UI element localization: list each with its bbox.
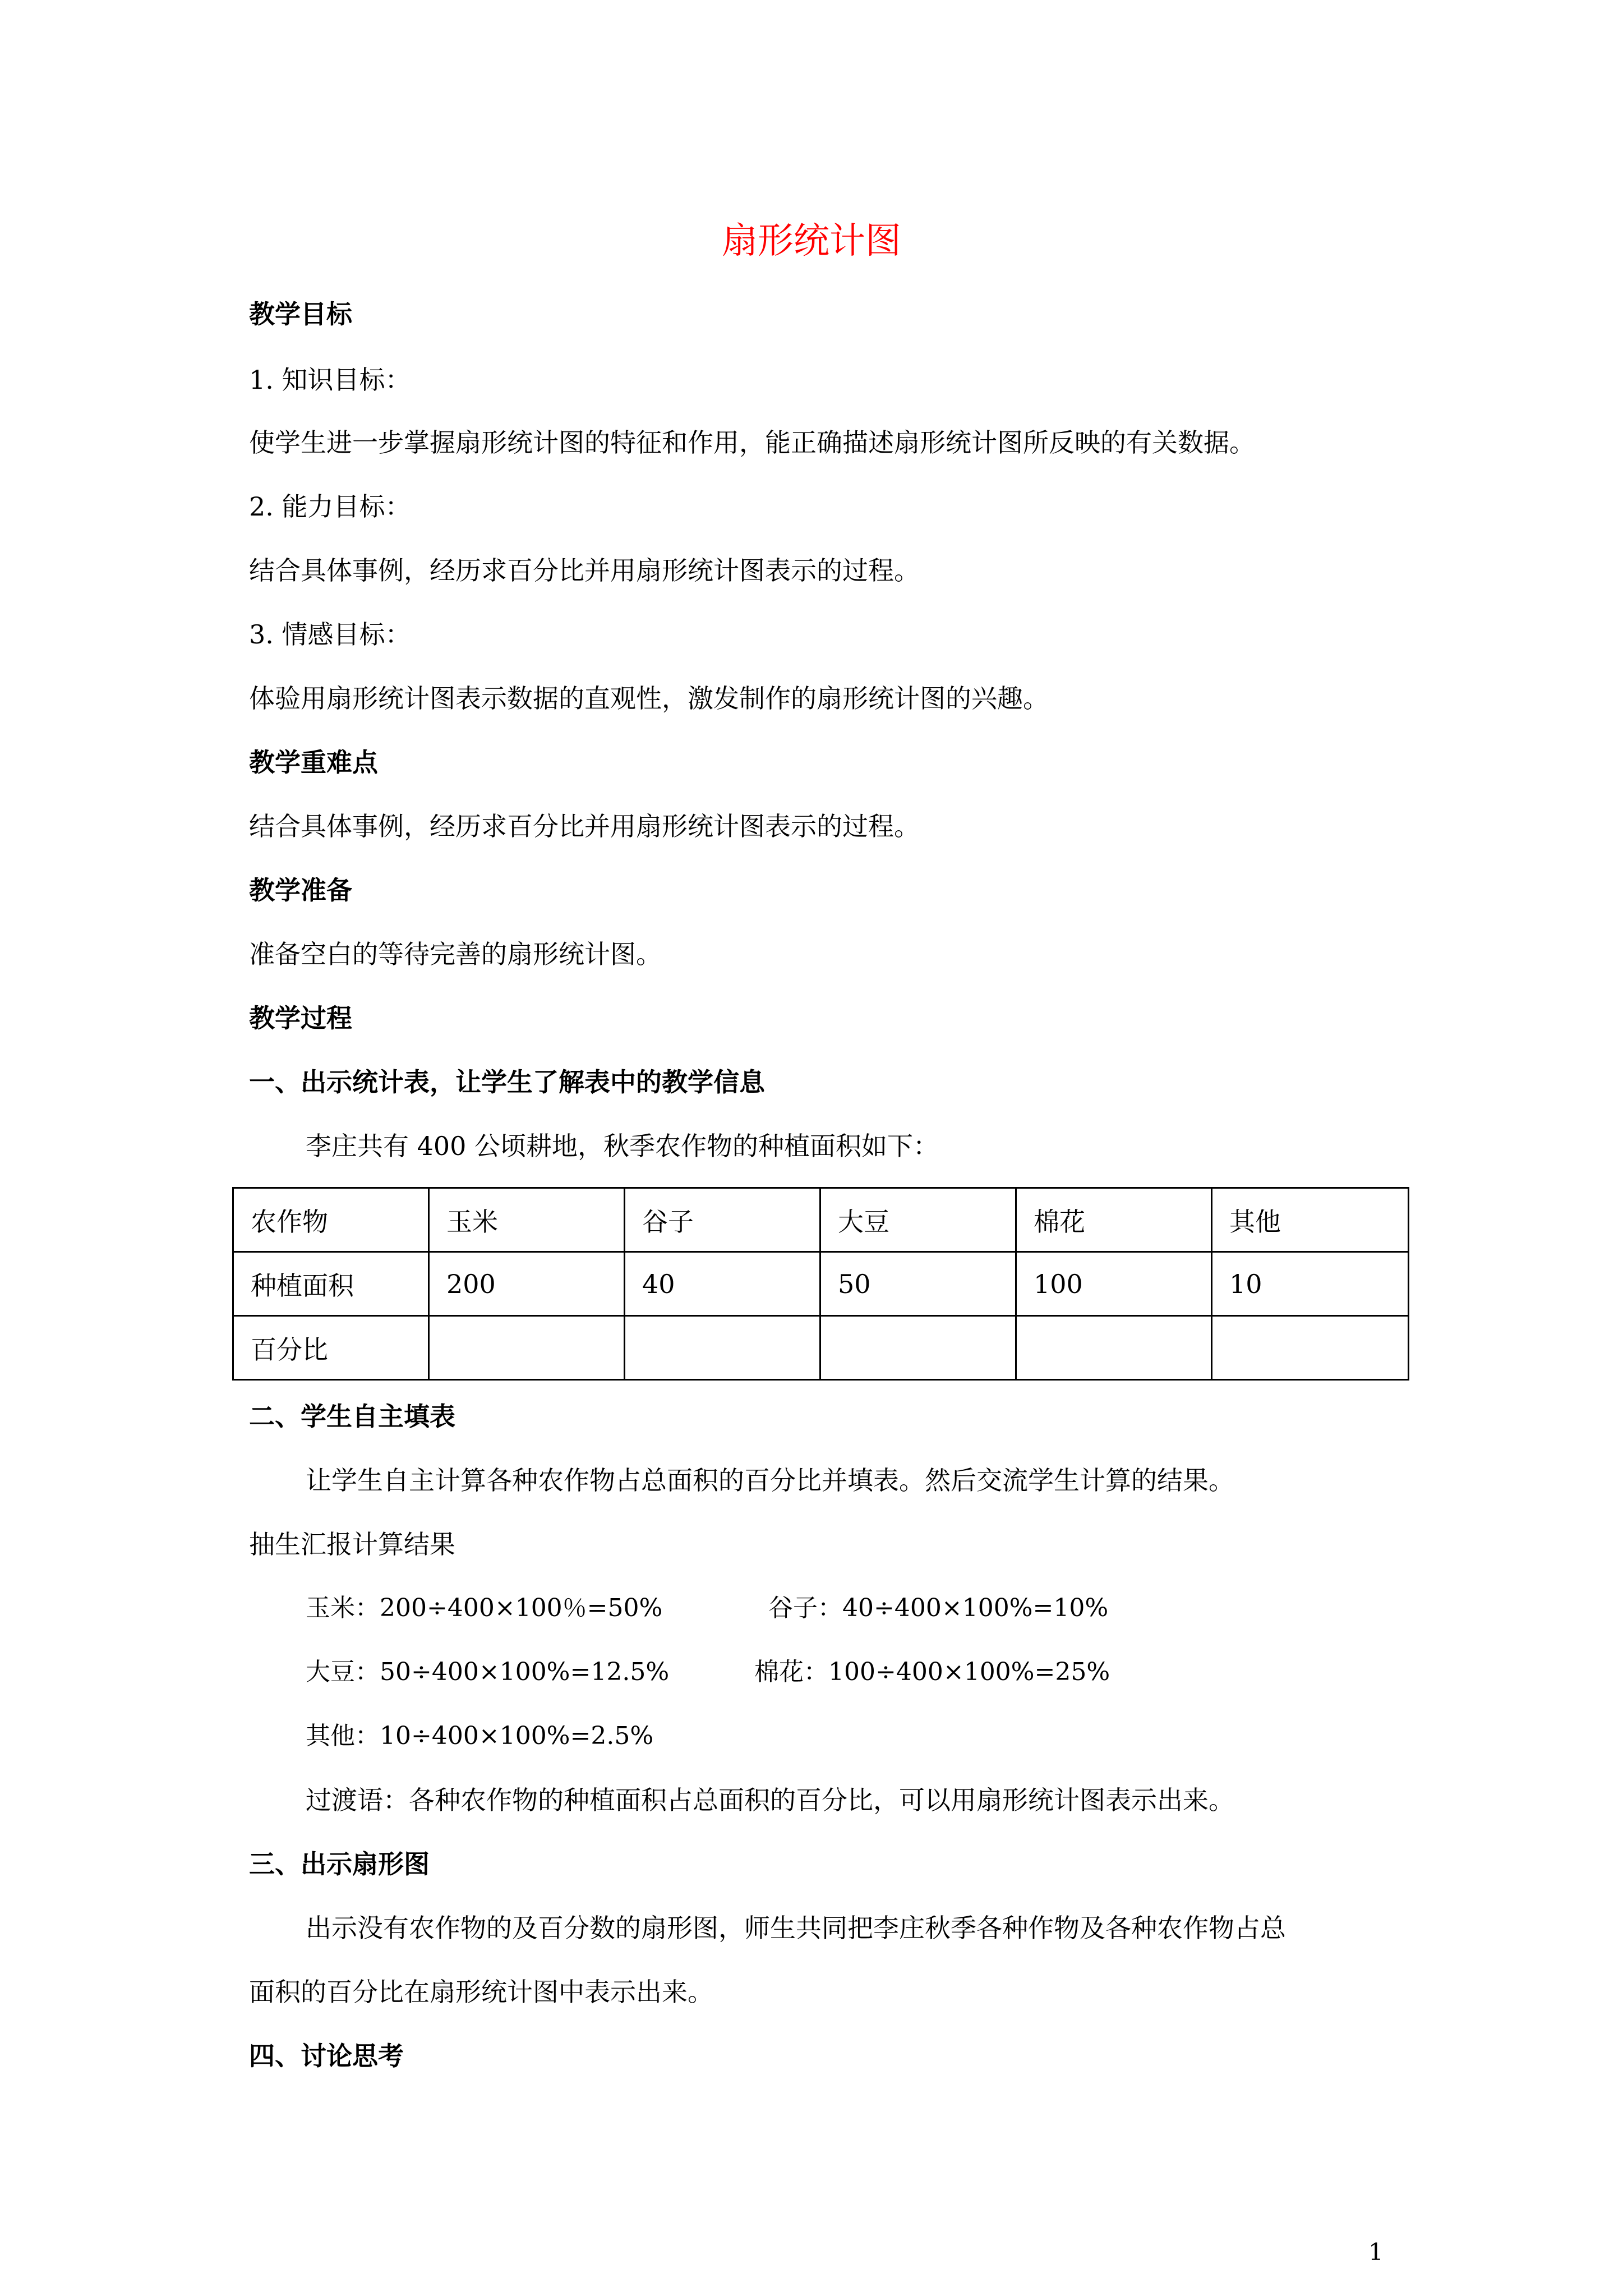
calc-other: 其他：10÷400×100%=2.5% bbox=[306, 1722, 654, 1750]
step-3-text-line-1: 出示没有农作物的及百分数的扇形图，师生共同把李庄秋季各种作物及各种农作物占总 bbox=[306, 1913, 1286, 1943]
table-cell bbox=[820, 1316, 1016, 1380]
step-3-heading: 三、出示扇形图 bbox=[249, 1849, 430, 1879]
preparation-heading: 教学准备 bbox=[249, 875, 352, 905]
table-cell: 100 bbox=[1016, 1252, 1212, 1316]
table-cell bbox=[1212, 1316, 1409, 1380]
objective-1-text: 使学生进一步掌握扇形统计图的特征和作用，能正确描述扇形统计图所反映的有关数据。 bbox=[249, 427, 1255, 458]
table-cell: 棉花 bbox=[1016, 1188, 1212, 1252]
objective-3-text: 体验用扇形统计图表示数据的直观性，激发制作的扇形统计图的兴趣。 bbox=[249, 683, 1049, 714]
calc-cotton: 棉花：100÷400×100%=25% bbox=[754, 1658, 1110, 1686]
calc-corn: 玉米：200÷400×100％=50% bbox=[306, 1594, 663, 1622]
step-2-report: 抽生汇报计算结果 bbox=[249, 1529, 455, 1559]
key-points-text: 结合具体事例，经历求百分比并用扇形统计图表示的过程。 bbox=[249, 811, 920, 841]
table-row bbox=[233, 1252, 1409, 1316]
table-row bbox=[233, 1188, 1409, 1252]
table-cell: 40 bbox=[625, 1252, 820, 1316]
table-cell: 10 bbox=[1212, 1252, 1409, 1316]
objective-2-label: 2. 能力目标： bbox=[249, 491, 411, 522]
page-title: 扇形统计图 bbox=[722, 220, 901, 262]
table-row bbox=[233, 1316, 1409, 1380]
table-cell: 农作物 bbox=[233, 1188, 429, 1252]
table-cell: 200 bbox=[429, 1252, 625, 1316]
step-1-heading: 一、出示统计表，让学生了解表中的教学信息 bbox=[249, 1067, 765, 1097]
table-cell bbox=[429, 1316, 625, 1380]
step-4-heading: 四、讨论思考 bbox=[249, 2041, 404, 2071]
preparation-text: 准备空白的等待完善的扇形统计图。 bbox=[249, 939, 662, 969]
calc-soybean: 大豆：50÷400×100%=12.5% bbox=[306, 1658, 670, 1686]
key-points-heading: 教学重难点 bbox=[249, 747, 378, 777]
calc-millet: 谷子：40÷400×100%=10% bbox=[768, 1594, 1109, 1622]
step-2-text: 让学生自主计算各种农作物占总面积的百分比并填表。然后交流学生计算的结果。 bbox=[306, 1465, 1234, 1496]
step-3-text-line-2: 面积的百分比在扇形统计图中表示出来。 bbox=[249, 1977, 713, 2007]
objective-1-label: 1. 知识目标： bbox=[249, 365, 411, 395]
transition-text: 过渡语：各种农作物的种植面积占总面积的百分比，可以用扇形统计图表示出来。 bbox=[306, 1785, 1234, 1815]
objective-2-text: 结合具体事例，经历求百分比并用扇形统计图表示的过程。 bbox=[249, 555, 920, 586]
objective-3-label: 3. 情感目标： bbox=[249, 619, 411, 650]
step-2-heading: 二、学生自主填表 bbox=[249, 1401, 455, 1432]
page-number: 1 bbox=[1368, 2238, 1384, 2266]
objectives-heading: 教学目标 bbox=[249, 299, 352, 329]
table-cell: 大豆 bbox=[820, 1188, 1016, 1252]
table-cell: 其他 bbox=[1212, 1188, 1409, 1252]
table-cell: 百分比 bbox=[233, 1316, 429, 1380]
crop-area-table bbox=[232, 1187, 1409, 1381]
table-cell: 谷子 bbox=[625, 1188, 820, 1252]
step-1-text: 李庄共有 400 公顷耕地，秋季农作物的种植面积如下： bbox=[306, 1131, 939, 1161]
table-cell: 50 bbox=[820, 1252, 1016, 1316]
table-cell: 种植面积 bbox=[233, 1252, 429, 1316]
table-cell: 玉米 bbox=[429, 1188, 625, 1252]
process-heading: 教学过程 bbox=[249, 1003, 352, 1033]
table-cell bbox=[1016, 1316, 1212, 1380]
table-cell bbox=[625, 1316, 820, 1380]
